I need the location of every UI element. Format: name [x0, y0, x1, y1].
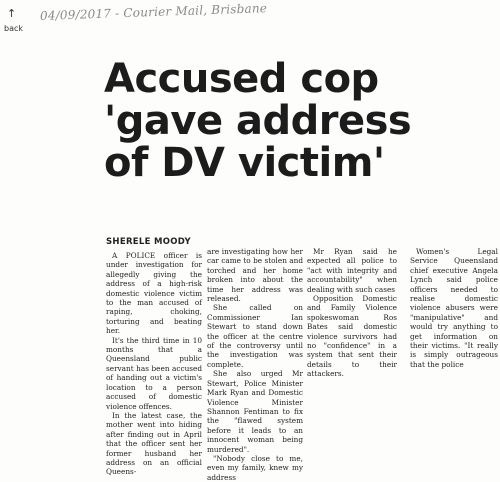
- byline: SHERELE MOODY: [106, 237, 191, 247]
- back-button[interactable]: [0, 2, 40, 42]
- paragraph: A POLICE officer is under investigation for allegedly giving the address of a high-risk domestic violence victim to the man accused of raping, choking, torturing and beating her.: [106, 251, 202, 336]
- article-column-4: [410, 247, 498, 369]
- paragraph: Mr Ryan said he expected all police to "act with integrity and accountability" when dealing with such cases: [307, 247, 397, 294]
- article-column-1: [106, 251, 202, 477]
- back-label: back: [4, 24, 24, 33]
- headline: [104, 58, 496, 184]
- paragraph: Women's Legal Service Queensland chief executive Angela Lynch said police officers needed to realise domestic violence abusers were "manipulative" and would try anything to get information on their victims. "It really is simply outrageous that the police: [410, 247, 498, 369]
- headline-line-3: of DV victim': [104, 140, 385, 186]
- paragraph: are investigating how her car came to be stolen and torched and her home broken into about the time her address was released.: [207, 247, 303, 304]
- paragraph: She called on Commissioner Ian Stewart to stand down the officer at the centre of the controversy until the investigation was complete.: [207, 303, 303, 369]
- paragraph: It's the third time in 10 months that a Queensland public servant has been accused of handing out a victim's location to a person accused of domestic violence offences.: [106, 335, 202, 411]
- headline-line-1: Accused cop: [104, 56, 379, 102]
- back-arrow-icon: ↑: [7, 7, 17, 20]
- paragraph: "Nobody close to me, even my family, knew my address: [207, 453, 303, 482]
- article-column-3: [307, 247, 397, 379]
- headline-line-2: 'gave address: [104, 98, 412, 144]
- handwritten-date-source-note: 04/09/2017 - Courier Mail, Brisbane: [39, 1, 268, 23]
- article-column-2: [207, 247, 303, 482]
- paragraph: She also urged Mr Stewart, Police Minister Mark Ryan and Domestic Violence Minister Shannon Fentiman to fix the "flawed system before it leads to an innocent woman being murdered".: [207, 369, 303, 454]
- paragraph: Opposition Domestic and Family Violence spokeswoman Ros Bates said domestic violence survivors had no "confidence" in a system that sent their details to their attackers.: [307, 294, 397, 379]
- paragraph: In the latest case, the mother went into hiding after finding out in April that the officer sent her former husband her address on an official Queens-: [106, 410, 202, 477]
